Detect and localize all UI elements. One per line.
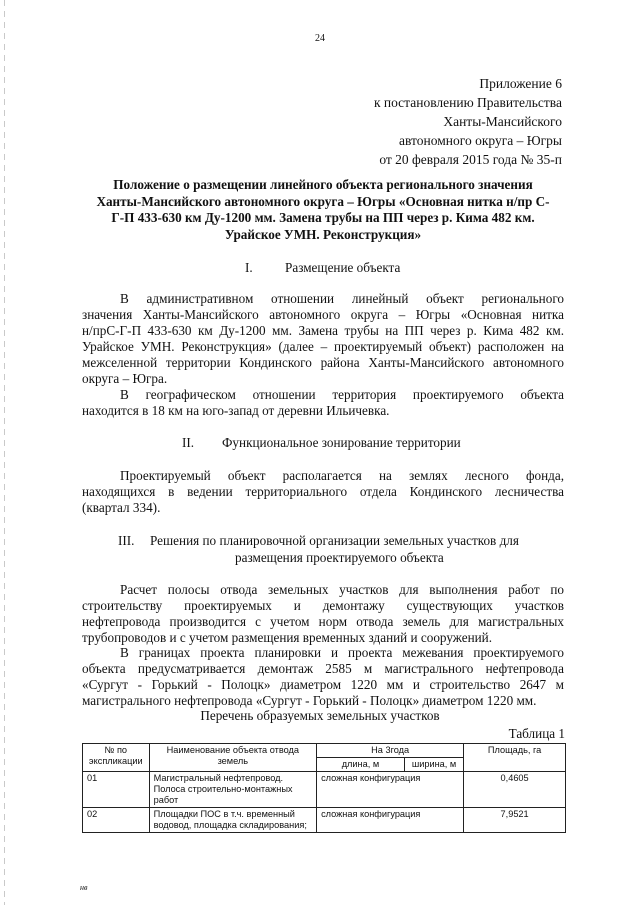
section-2-number: II. — [182, 435, 195, 450]
title-line: Положение о размещении линейного объекта регионального значения — [113, 177, 533, 192]
paragraph-line: В границах проекта планировки и проекта межевания проектируемого — [120, 645, 564, 660]
header-length: длина, м — [317, 758, 405, 772]
table-row — [83, 772, 566, 808]
section-3-heading-line-2: размещения проектируемого объекта — [235, 550, 444, 565]
list-title: Перечень образуемых земельных участков — [200, 708, 440, 723]
header-name: Наименование объекта отвода земель — [149, 744, 316, 772]
title-line: Г-П 433-630 км Ду-1200 мм. Замена трубы на ПП через р. Кима 482 км. — [111, 210, 535, 225]
row-area: 0,4605 — [464, 772, 566, 808]
appendix-line: автономного округа – Югры — [399, 133, 562, 148]
paragraph-line: находится в 18 км на юго-запад от деревни Ильичевка. — [82, 402, 390, 418]
row-name: Площадки ПОС в т.ч. временный водовод, площадка складирования; — [149, 808, 316, 833]
row-number: 02 — [83, 808, 150, 833]
paragraph-line: Урайское УМН. Реконструкция» (далее – проектируемый объект) расположен на — [82, 338, 564, 354]
section-3-paragraph-1 — [82, 582, 564, 646]
appendix-line: Приложение 6 — [479, 76, 562, 91]
paragraph-line: В административном отношении линейный объект регионального — [120, 291, 564, 306]
paragraph-line: «Сургут - Горький - Полоцк» диаметром 1220 мм и строительство 2647 м — [82, 676, 564, 692]
paragraph-line: (квартал 334). — [82, 499, 161, 515]
document-title — [82, 177, 564, 243]
section-1-number: I. — [245, 260, 253, 275]
paragraph-line: объекта предусматривается демонтаж 2585 м магистрального нефтепровода — [82, 660, 564, 676]
row-number: 01 — [83, 772, 150, 808]
header-area: Площадь, га — [464, 744, 566, 772]
row-dimensions: сложная конфигурация — [317, 772, 464, 808]
row-name: Магистральный нефтепровод. Полоса строительно-монтажных работ — [149, 772, 316, 808]
appendix-line: от 20 февраля 2015 года № 35-п — [379, 152, 562, 167]
paragraph-line: н/прС-Г-П 433-630 км Ду-1200 мм. Замена трубы на ПП через р. Кима 482 км. — [82, 322, 564, 338]
section-3-number: III. — [118, 533, 135, 548]
appendix-line: Ханты-Мансийского — [443, 114, 562, 129]
paragraph-line: округа – Югра. — [82, 370, 168, 386]
section-3-paragraph-2 — [82, 645, 564, 709]
paragraph-line: значения Ханты-Мансийского автономного округа – Югры «Основная нитка — [82, 306, 564, 322]
paragraph-line: магистрального нефтепровода «Сургут - Горький - Полоцк» диаметром 1220 мм. — [82, 692, 537, 708]
paragraph-line: нефтепровода производится с учетом норм отвода земель для магистральных — [82, 613, 564, 629]
table-header-row — [83, 744, 566, 758]
section-1-heading: Размещение объекта — [285, 260, 401, 275]
paragraph-line: находящихся в ведении территориального отдела Кондинского лесничества — [82, 483, 564, 499]
paragraph-line: строительству проектируемых и демонтажу существующих участков — [82, 597, 564, 613]
paragraph-line: Проектируемый объект располагается на землях лесного фонда, — [120, 468, 564, 483]
paragraph-line: Расчет полосы отвода земельных участков для выполнения работ по — [120, 582, 564, 597]
title-line: Ханты-Мансийского автономного округа – Югры «Основная нитка н/пр С- — [96, 193, 550, 209]
table-row — [83, 808, 566, 833]
section-2-heading: Функциональное зонирование территории — [222, 435, 461, 450]
paragraph-line: межселенной территории Кондинского района Ханты-Мансийского автономного — [82, 354, 564, 370]
land-plots-table — [82, 743, 566, 833]
title-line: Урайское УМН. Реконструкция» — [224, 226, 422, 242]
table-label: Таблица 1 — [508, 726, 565, 741]
section-3-heading-line-1: Решения по планировочной организации земельных участков для — [150, 533, 519, 548]
section-2-paragraph-1 — [82, 468, 564, 516]
appendix-block — [262, 74, 562, 169]
page-edge-marks — [4, 0, 5, 905]
row-dimensions: сложная конфигурация — [317, 808, 464, 833]
page-number: 24 — [315, 33, 325, 44]
row-area: 7,9521 — [464, 808, 566, 833]
header-number: № по экспликации — [83, 744, 150, 772]
paragraph-line: В географическом отношении территория проектируемого объекта — [120, 387, 564, 402]
section-1-paragraph-1 — [82, 291, 564, 386]
appendix-line: к постановлению Правительства — [373, 95, 562, 110]
paragraph-line: трубопроводов и с учетом размещения временных зданий и сооружений. — [82, 629, 493, 645]
header-for-3-years: На 3года — [317, 744, 464, 758]
footer-mark: нв — [80, 883, 88, 892]
section-1-paragraph-2 — [82, 387, 564, 419]
header-width: ширина, м — [404, 758, 463, 772]
